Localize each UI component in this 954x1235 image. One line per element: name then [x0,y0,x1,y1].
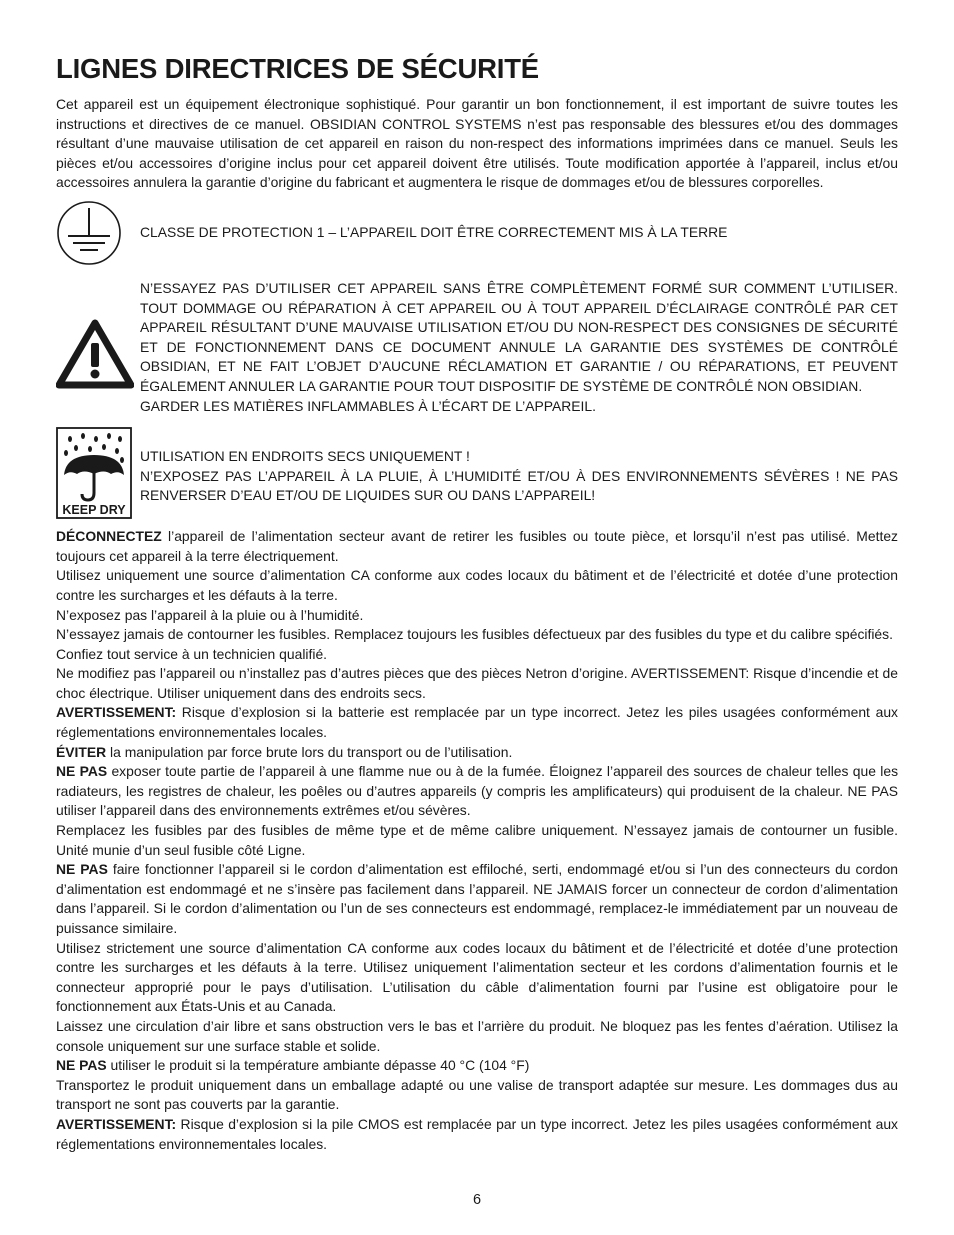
safety-rule-keyword: NE PAS [56,861,108,878]
safety-rule-text: utiliser le produit si la température ambiante dépasse 40 °C (104 °F) [106,1057,530,1074]
keep-dry-line1: UTILISATION EN ENDROITS SECS UNIQUEMENT ! [140,448,470,465]
page-number: 6 [472,1192,482,1208]
safety-rule [56,1056,898,1076]
safety-rule [56,566,898,605]
safety-rule-keyword: NE PAS [56,763,108,780]
safety-rule [56,645,898,665]
safety-rule-text: Utilisez strictement une source d’alimentation CA conforme aux codes locaux du bâtiment et de l’électricité et dotée d’une protection contre les surcharges et les défauts à la terre. Utilisez uniquement l’alimentation secteur et les cordons d’alimentation fournis et le connecteur approprié pour le pays d’utilisation. L’utilisation du câble d’alimentation fourni par l’usine est obligatoire pour le fonctionnement aux États-Unis et au Canada. [56,939,898,1015]
safety-rule [56,527,898,566]
keep-dry-line2: N’EXPOSEZ PAS L’APPAREIL À LA PLUIE, À L’HUMIDITÉ ET/OU À DES ENVIRONNEMENTS SÉVÈRES ! NE PAS RENVERSER D’EAU ET/OU DE LIQUIDES SUR OU DANS L’APPAREIL! [140,467,898,504]
safety-rule [56,1076,898,1115]
warning-triangle-icon [56,279,140,389]
safety-rule-text: faire fonctionner l’appareil si le cordon d’alimentation est effiloché, serti, endommagé et/ou si l’un des connecteurs du cordon d’alimentation est endommagé et ne s’insère pas facilement dans l’appareil. NE JAMAIS forcer un connecteur de cordon d’alimentation dans l’appareil. Si le cordon d’alimentation ou l’un de ses connecteurs est endommagé, remplacez-le immédiatement par un nouveau de puissance similaire. [56,861,899,936]
intro-paragraph: Cet appareil est un équipement électronique sophistiqué. Pour garantir un bon fonctionnement, il est important de suivre toutes les instructions et directives de ce manuel. OBSIDIAN CONTROL SYSTEMS n’est pas responsable des blessures et/ou des dommages résultant d’une mauvaise utilisation de cet appareil en raison du non-respect des informations imprimées dans ce manuel. Seuls les pièces et/ou accessoires d’origine inclus pour cet appareil doivent être utilisés. Toute modification apportée à l’appareil, inclus et/ou accessoires annulera la garantie d’origine du fabricant et augmentera le risque de dommages et/ou de blessures corporelles. [56,96,898,191]
page-title: LIGNES DIRECTRICES DE SÉCURITÉ [56,53,539,84]
warning-notice [56,279,898,416]
safety-rule [56,860,898,938]
safety-rule-keyword: AVERTISSEMENT: [56,1115,177,1132]
ground-notice-text: CLASSE DE PROTECTION 1 – L’APPAREIL DOIT ÊTRE CORRECTEMENT MIS À LA TERRE [140,224,728,241]
safety-rule-text: Remplacez les fusibles par des fusibles de même type et de même calibre uniquement. N’essayez jamais de contourner un fusible. Unité munie d’un seul fusible côté Ligne. [56,822,898,858]
warning-notice-text [140,279,898,416]
safety-rule-text: Transportez le produit uniquement dans un emballage adapté ou une valise de transport adaptée sur mesure. Les dommages dus au transport ne sont pas couverts par la garantie. [56,1076,898,1113]
keep-dry-notice [56,427,898,519]
keep-dry-notice-text [140,427,898,506]
safety-rule-keyword: DÉCONNECTEZ [56,528,162,545]
safety-rule-text: l’appareil de l’alimentation secteur avant de retirer les fusibles ou toute pièce, et lorsqu’il n’est pas utilisé. Mettez toujours cet appareil à la terre électriquement. [56,528,898,564]
safety-rule [56,664,898,703]
safety-rule [56,743,898,763]
ground-symbol-icon [56,200,140,266]
safety-rule-text: Ne modifiez pas l’appareil ou n’installez pas d’autres pièces que des pièces Netron d’origine. AVERTISSEMENT: Risque d’incendie et de choc électrique. Utiliser uniquement dans des endroits secs. [56,665,898,701]
keep-dry-umbrella-icon [56,427,140,519]
safety-rule-text: Risque d’explosion si la pile CMOS est remplacée par un type incorrect. Jetez les piles usagées conformément aux réglementations environnementales locales. [56,1115,898,1152]
safety-rule [56,1017,898,1056]
safety-rule-keyword: AVERTISSEMENT: [56,704,177,721]
safety-rule [56,1115,898,1154]
safety-rule [56,939,898,1017]
safety-rule [56,821,898,860]
safety-rule-text: exposer toute partie de l’appareil à une flamme nue ou à de la fumée. Éloignez l’appareil des sources de chaleur telles que les radiateurs, les registres de chaleur, les poêles ou d’autres appareils (y compris les amplificateurs) qui produisent de la chaleur. NE PAS utiliser l’appareil dans des environnements extrêmes et/ou sévères. [56,763,899,819]
safety-rule [56,762,898,821]
safety-rule-text: Utilisez uniquement une source d’alimentation CA conforme aux codes locaux du bâtiment et de l’électricité et dotée d’une protection contre les surcharges et les défauts à la terre. [56,567,898,603]
safety-rule-text: N’exposez pas l’appareil à la pluie ou à l’humidité. [56,606,364,623]
safety-rule-text: Confiez tout service à un technicien qualifié. [56,645,328,662]
safety-rule-text: la manipulation par force brute lors du transport ou de l’utilisation. [106,743,513,760]
safety-rule-text: N’essayez jamais de contourner les fusibles. Remplacez toujours les fusibles défectueux par des fusibles du type et du calibre spécifiés. [56,626,893,643]
safety-rule-text: Laissez une circulation d’air libre et sans obstruction vers le bas et l’arrière du produit. Ne bloquez pas les fentes d’aération. Utilisez la console uniquement sur une surface stable et solide. [56,1017,898,1054]
safety-rule-keyword: NE PAS [56,1057,107,1074]
ground-notice [56,201,898,265]
safety-rule [56,703,898,742]
safety-rule-keyword: ÉVITER [56,743,107,760]
warning-text-flammable: GARDER LES MATIÈRES INFLAMMABLES À L’ÉCART DE L’APPAREIL. [140,397,596,414]
keep-dry-label: KEEP DRY [62,503,126,518]
safety-page [56,52,898,1154]
safety-rule [56,625,898,645]
safety-rules-list [56,527,898,1154]
warning-text-main: N’ESSAYEZ PAS D’UTILISER CET APPAREIL SANS ÊTRE COMPLÈTEMENT FORMÉ SUR COMMENT L’UTILISER. TOUT DOMMAGE OU RÉPARATION À CET APPAREIL OU À TOUT APPAREIL D’ÉCLAIRAGE CONTRÔLÉ PAR CET APPAREIL RÉSULTANT D’UNE MAUVAISE UTILISATION ET/OU DU NON-RESPECT DES CONSIGNES DE SÉCURITÉ ET DE FONCTIONNEMENT DANS CE DOCUMENT ANNULE LA GARANTIE DES SYSTÈMES DE CONTRÔLÉ OBSIDIAN, ET NE FAIT L’OBJET D’AUCUNE RÉCLAMATION ET GARANTIE / OU RÉPARATIONS, ET PEUVENT ÉGALEMENT ANNULER LA GARANTIE POUR TOUT DISPOSITIF DE SYSTÈME DE CONTRÔLÉ NON OBSIDIAN. [140,279,898,394]
safety-rule-text: Risque d’explosion si la batterie est remplacée par un type incorrect. Jetez les piles usagées conformément aux réglementations environnementales locales. [56,704,898,741]
safety-rule [56,606,898,626]
